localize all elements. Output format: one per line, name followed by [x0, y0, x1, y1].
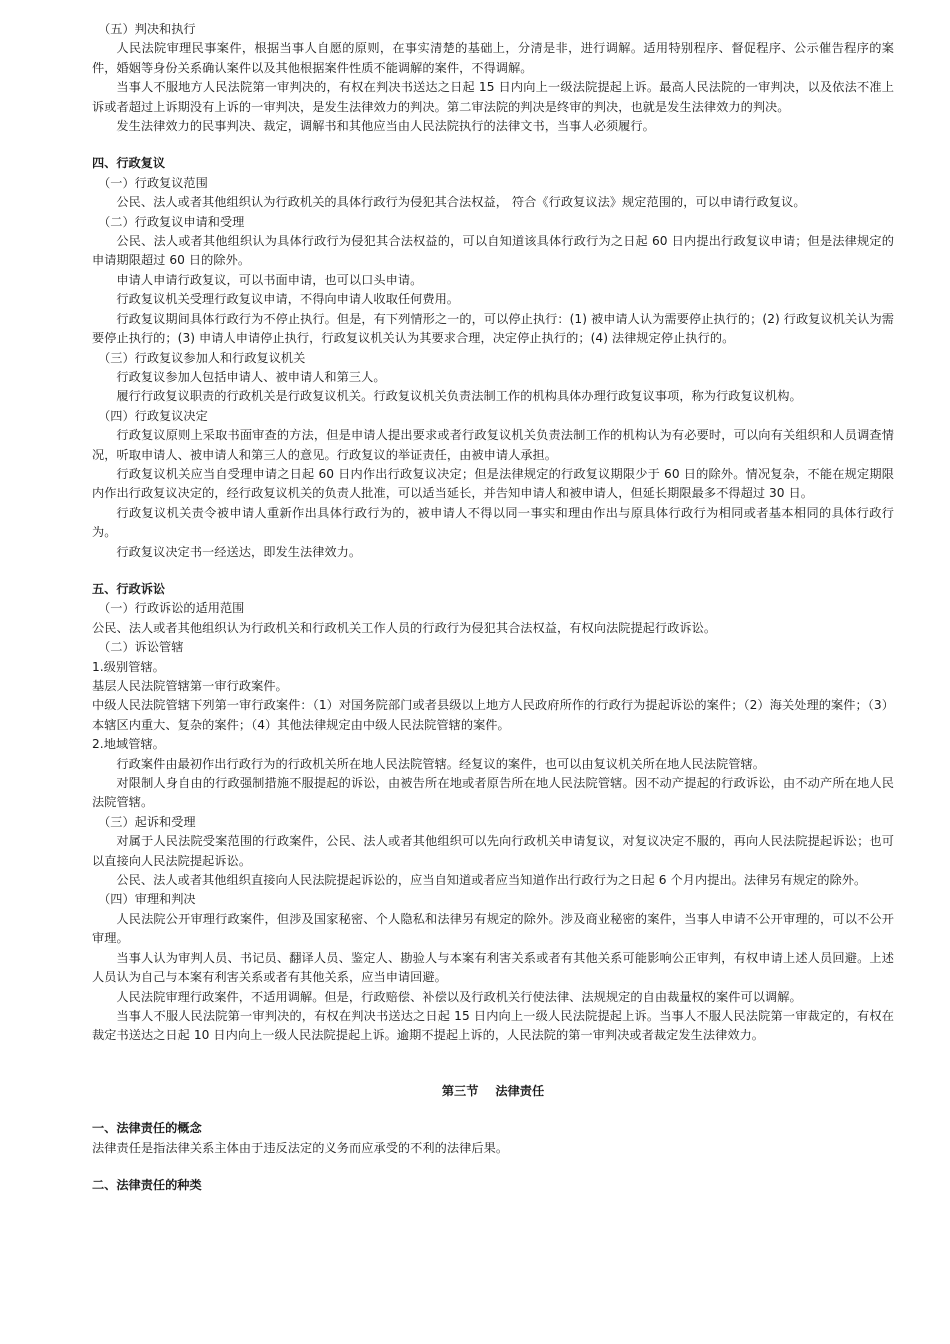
subsection-heading: （五）判决和执行	[98, 22, 196, 36]
paragraph: 行政复议参加人包括申请人、被申请人和第三人。	[116, 369, 386, 384]
spacer	[92, 562, 894, 580]
chapter-section-title	[92, 1082, 894, 1101]
paragraph: 人民法院审理民事案件，根据当事人自愿的原则，在事实清楚的基础上，分清是非，进行调解。适用特别程序、督促程序、公示催告程序的案件，婚姻等身份关系确认案件以及其他根据案件性质不能调解的案件，不得调解。	[92, 41, 894, 75]
section-number: 第三节	[441, 1083, 479, 1098]
paragraph: 公民、法人或者其他组织认为具体行政行为侵犯其合法权益的，可以自知道该具体行政行为之日起 60 日内提出行政复议申请；但是法律规定的申请期限超过 60 日的除外。	[92, 234, 894, 268]
subsection-heading: （三）行政复议参加人和行政复议机关	[98, 350, 306, 365]
paragraph: 行政复议决定书一经送达，即发生法律效力。	[116, 544, 362, 559]
paragraph: 2.地域管辖。	[92, 737, 165, 752]
document-page	[92, 20, 894, 1195]
paragraph: 行政复议机关责令被申请人重新作出具体行政行为的，被申请人不得以同一事实和理由作出与原具体行政行为相同或者基本相同的具体行政行为。	[92, 505, 894, 540]
paragraph: 人民法院公开审理行政案件，但涉及国家秘密、个人隐私和法律另有规定的除外。涉及商业秘密的案件，当事人申请不公开审理的，可以不公开审理。	[92, 911, 894, 946]
paragraph: 对限制人身自由的行政强制措施不服提起的诉讼，由被告所在地或者原告所在地人民法院管辖。因不动产提起的行政诉讼，由不动产所在地人民法院管辖。	[92, 776, 894, 810]
paragraph: 行政复议机关应当自受理申请之日起 60 日内作出行政复议决定；但是法律规定的行政复议期限少于 60 日的除外。情况复杂，不能在规定期限内作出行政复议决定的，经行政复议机关的负责人批准，可以适当延长，并告知申请人和被申请人，但延长期限最多不得超过 30 日。	[92, 466, 894, 501]
heading-legal-liability-concept: 一、法律责任的概念	[92, 1121, 202, 1136]
subsection-heading: （一）行政诉讼的适用范围	[98, 601, 245, 616]
subsection-heading: （四）行政复议决定	[98, 408, 208, 423]
paragraph: 当事人不服地方人民法院第一审判决的，有权在判决书送达之日起 15 日内向上一级法院提起上诉。最高人民法院的一审判决，以及依法不准上诉或者超过上诉期没有上诉的一审判决，是发生法律效力的判决。第二审法院的判决是终审的判决，也就是发生法律效力的判决。	[92, 80, 894, 114]
heading-legal-liability-types: 二、法律责任的种类	[92, 1177, 202, 1192]
paragraph: 行政复议期间具体行政行为不停止执行。但是，有下列情形之一的，可以停止执行：(1) 被申请人认为需要停止执行的；(2) 行政复议机关认为需要停止执行的；(3) 申请人申请停止执行，行政复议机关认为其要求合理，决定停止执行的；(4) 法律规定停止执行的。	[92, 311, 894, 346]
spacer	[92, 1101, 894, 1119]
paragraph: 行政复议原则上采取书面审查的方法，但是申请人提出要求或者行政复议机关负责法制工作的机构认为有必要时，可以向有关组织和人员调查情况，听取申请人、被申请人和第三人的意见。行政复议的举证责任，由被申请人承担。	[92, 428, 894, 462]
section-title: 法律责任	[495, 1083, 545, 1098]
spacer	[92, 1046, 894, 1082]
paragraph: 履行行政复议职责的行政机关是行政复议机关。行政复议机关负责法制工作的机构具体办理行政复议事项，称为行政复议机构。	[116, 389, 802, 404]
paragraph: 公民、法人或者其他组织认为行政机关的具体行政行为侵犯其合法权益， 符合《行政复议法》规定范围的，可以申请行政复议。	[116, 195, 806, 210]
paragraph: 申请人申请行政复议，可以书面申请，也可以口头申请。	[116, 272, 423, 287]
spacer	[92, 136, 894, 154]
spacer	[92, 1158, 894, 1176]
subsection-heading: （二）行政复议申请和受理	[98, 214, 245, 229]
paragraph: 当事人认为审判人员、书记员、翻译人员、鉴定人、勘验人与本案有利害关系或者有其他关系可能影响公正审判，有权申请上述人员回避。上述人员认为自己与本案有利害关系或者有其他关系，应当申请回避。	[92, 950, 894, 985]
paragraph: 对属于人民法院受案范围的行政案件，公民、法人或者其他组织可以先向行政机关申请复议，对复议决定不服的，再向人民法院提起诉讼；也可以直接向人民法院提起诉讼。	[92, 834, 894, 868]
paragraph: 行政复议机关受理行政复议申请，不得向申请人收取任何费用。	[116, 292, 460, 307]
subsection-heading: （三）起诉和受理	[98, 814, 196, 829]
subsection-heading: （四）审理和判决	[98, 892, 196, 907]
paragraph: 当事人不服人民法院第一审判决的，有权在判决书送达之日起 15 日内向上一级人民法院提起上诉。当事人不服人民法院第一审裁定的，有权在裁定书送达之日起 10 日内向上一级人民法院提起上诉。逾期不提起上诉的，人民法院的第一审判决或者裁定发生法律效力。	[92, 1008, 894, 1043]
paragraph: 中级人民法院管辖下列第一审行政案件：（1）对国务院部门或者县级以上地方人民政府所作的行政行为提起诉讼的案件；（2）海关处理的案件；（3）本辖区内重大、复杂的案件；（4）其他法律规定由中级人民法院管辖的案件。	[92, 698, 894, 732]
paragraph: 法律责任是指法律关系主体由于违反法定的义务而应承受的不利的法律后果。	[92, 1140, 509, 1155]
section-heading-administrative-review: 四、行政复议	[92, 156, 166, 171]
paragraph: 公民、法人或者其他组织直接向人民法院提起诉讼的，应当自知道或者应当知道作出行政行为之日起 6 个月内提出。法律另有规定的除外。	[116, 873, 867, 888]
subsection-heading: （一）行政复议范围	[98, 175, 208, 190]
paragraph: 发生法律效力的民事判决、裁定，调解书和其他应当由人民法院执行的法律文书，当事人必须履行。	[116, 119, 655, 134]
section-heading-administrative-litigation: 五、行政诉讼	[92, 581, 166, 596]
paragraph: 公民、法人或者其他组织认为行政机关和行政机关工作人员的行政行为侵犯其合法权益，有权向法院提起行政诉讼。	[92, 620, 717, 635]
paragraph: 基层人民法院管辖第一审行政案件。	[92, 679, 288, 693]
paragraph: 1.级别管辖。	[92, 659, 165, 674]
paragraph: 行政案件由最初作出行政行为的行政机关所在地人民法院管辖。经复议的案件，也可以由复议机关所在地人民法院管辖。	[116, 756, 765, 771]
paragraph: 人民法院审理行政案件，不适用调解。但是，行政赔偿、补偿以及行政机关行使法律、法规规定的自由裁量权的案件可以调解。	[116, 989, 802, 1004]
subsection-heading: （二）诉讼管辖	[98, 640, 184, 655]
